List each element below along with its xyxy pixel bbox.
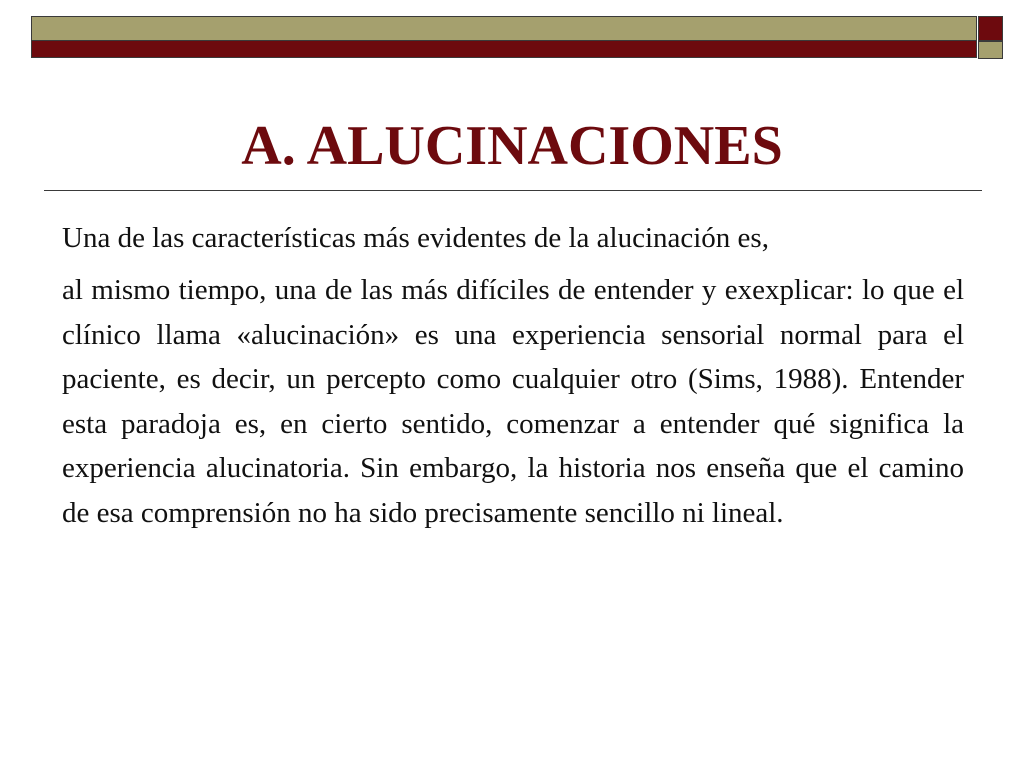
slide-title: A. ALUCINACIONES [241,115,783,177]
body-text-paragraph: al mismo tiempo, una de las más difíciles de entender y exexplicar: lo que el clínico llama «alucinación» es una experiencia sensorial normal para el paciente, es decir, un percepto como cualquier otro (Sims, 1988). Entender esta paradoja es, en cierto sentido, comenzar a entender qué significa la experiencia alucinatoria. Sin embargo, la historia nos enseña que el camino de esa comprensión no ha sido precisamente sencillo ni lineal. [62,274,964,529]
corner-square-maroon [978,16,1003,41]
corner-square-olive [978,41,1003,59]
header-bar-olive-stripe [32,17,976,41]
header-decoration-bar [31,16,977,58]
body-text-first-line: Una de las características más evidentes de la alucinación es, [62,222,769,254]
header-bar-maroon-stripe [32,41,976,57]
title-divider [44,190,982,191]
